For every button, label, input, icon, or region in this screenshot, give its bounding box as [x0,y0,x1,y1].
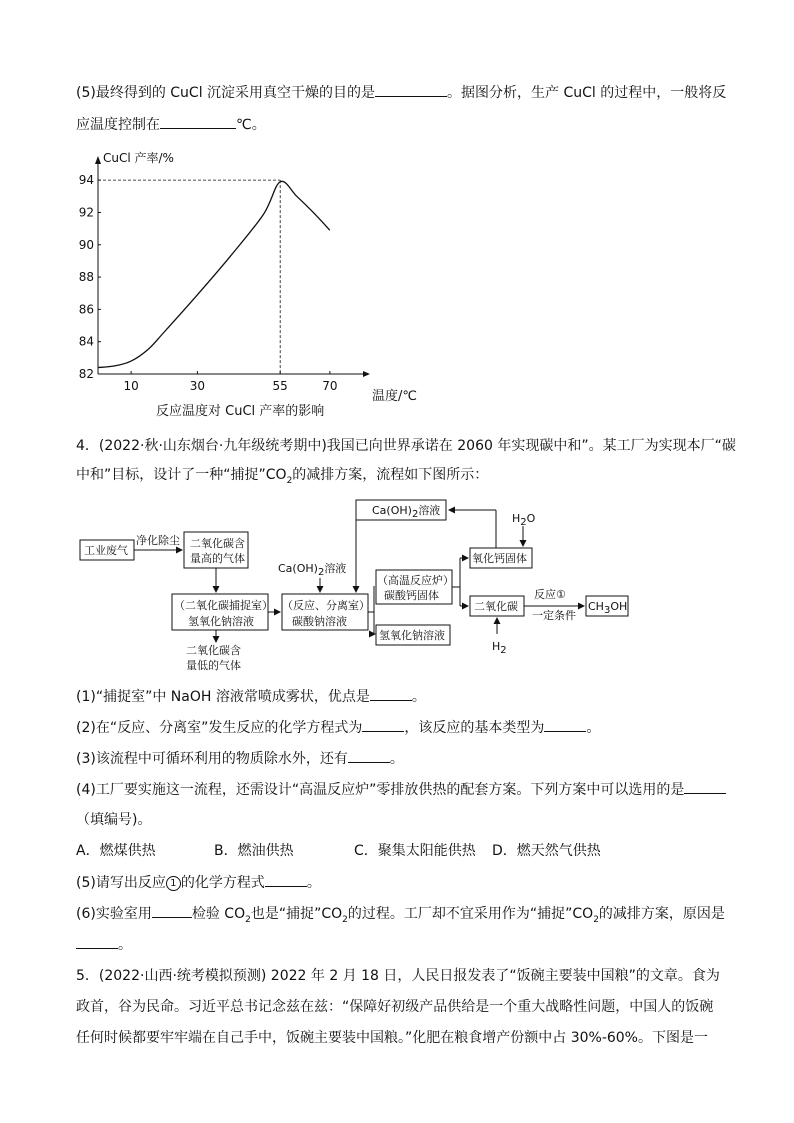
q5-line-3: 任何时候都要牢牢端在自己手中，饭碗主要装中国粮。”化肥在粮食增产份额中占 30%-60%。下图是一 [76,1030,708,1046]
q4-intro-2: 中和”目标，设计了一种“捕捉$”CO_2$的减排方案，流程如下图所示： [76,467,489,486]
svg-text:氢氧化钠溶液: 氢氧化钠溶液 [188,615,254,628]
y-tick-label: 92 [78,205,94,220]
series-line [98,181,330,367]
x-tick-label: 70 [322,379,338,393]
q3-line-2: 应温度控制在 ℃。 [76,114,266,135]
chart-x-label: 温度/℃ [372,389,417,404]
x-tick-label: 30 [189,379,206,393]
svg-text:（反应、分离室）: （反应、分离室） [282,599,370,612]
q4-part-1: (1)“捕捉室”中 NaOH 溶液常喷成雾状，优点是 。 [76,686,426,707]
svg-text:CH3OH: CH3OH [588,600,628,616]
svg-text:量低的气体: 量低的气体 [186,659,241,672]
yield-chart [78,146,438,421]
y-tick-label: 82 [78,367,94,381]
q4-part-2: (2)在“反应、分离室”发生反应的化学方程式为 ，该反应的基本类型为 。 [76,717,600,738]
y-axis-arrow [95,156,101,164]
answer-blank[interactable] [684,779,726,794]
x-axis-arrow [363,371,370,377]
answer-blank[interactable] [76,934,118,949]
q4-intro-1: 4．(2022·秋·山东烟台·九年级统考期中)我国已向世界承诺在 2060 年实现碳中和”。某工厂为实现本厂“碳 [76,438,736,454]
label-waste-gas: 工业废气 [84,544,128,557]
x-tick-label: 55 [272,379,288,393]
answer-blank[interactable] [265,872,307,887]
svg-text:氧化钙固体: 氧化钙固体 [472,552,527,565]
svg-text:（二氧化碳捕捉室）: （二氧化碳捕捉室） [174,599,273,612]
svg-text:量高的气体: 量高的气体 [190,552,245,565]
q4-options [76,841,601,861]
svg-text:二氧化碳含: 二氧化碳含 [190,537,245,550]
q4-part-4: (4)工厂要实施这一流程，还需设计“高温反应炉”零排放供热的配套方案。下列方案中可以选用的是 [76,779,726,800]
y-tick-label: 94 [78,173,94,188]
answer-blank[interactable] [370,686,412,701]
process-flow-diagram [78,494,638,674]
answer-blank[interactable] [160,114,236,129]
y-tick-label: 84 [78,334,94,349]
svg-text:二氧化碳含: 二氧化碳含 [186,644,241,657]
answer-blank[interactable] [348,748,390,763]
answer-blank[interactable] [375,82,447,97]
svg-text:二氧化碳: 二氧化碳 [474,600,518,613]
label-condition: 一定条件 [532,609,576,622]
option-b[interactable]: B．燃油供热 [214,843,294,859]
option-d[interactable]: D．燃天然气供热 [492,843,601,859]
q3-line-1: (5)最终得到的 CuCl 沉淀采用真空干燥的目的是 。据图分析，生产 CuCl 的过程中，一般将反 [76,82,726,103]
q4-part-4-note: （填编号)。 [76,812,152,828]
label-h2o: H2O [512,512,536,528]
answer-blank[interactable] [152,903,192,918]
svg-text:Ca(OH)2溶液: Ca(OH)2溶液 [372,504,441,520]
option-a[interactable]: A．燃煤供热 [76,843,156,859]
q4-part-3: (3)该流程中可循环利用的物质除水外，还有 。 [76,748,404,769]
q5-line-1: 5．(2022·山西·统考模拟预测) 2022 年 2 月 18 日，人民日报发表了“饭碗主要装中国粮”的文章。食为 [76,968,720,984]
q5-line-2: 政首，谷为民命。习近平总书记念兹在兹：“保障好初级产品供给是一个重大战略性问题，中国人的饭碗 [76,999,714,1015]
circled-number: 1 [166,876,181,891]
y-tick-label: 86 [78,302,94,317]
label-purify: 净化除尘 [136,534,180,547]
svg-text:（高温反应炉）: （高温反应炉） [377,574,454,587]
svg-text:氢氧化钠溶液: 氢氧化钠溶液 [379,629,445,642]
svg-text:碳酸钠溶液: 碳酸钠溶液 [292,615,347,628]
svg-text:碳酸钙固体: 碳酸钙固体 [384,589,439,602]
label-reaction-1: 反应① [534,588,566,601]
label-caoh2-input: Ca(OH)2溶液 [278,562,347,578]
answer-blank[interactable] [544,717,586,732]
chart-caption: 反应温度对 CuCl 产率的影响 [156,404,325,419]
q4-part-6: (6)实验室用 检验 $CO_2$也是“捕捉$”CO_2$的过程。工厂却不宜采用作为“捕捉$”CO_2$的减排方案，原因是 [76,903,725,930]
q4-part-5: (5)请写出反应 1 的化学方程式 。 [76,872,321,893]
chart-y-label: CuCl 产率/% [103,151,174,165]
y-tick-label: 90 [78,237,94,252]
y-tick-label: 88 [78,270,94,285]
label-h2: H2 [492,640,507,656]
option-c[interactable]: C．聚集太阳能供热 [354,843,476,859]
x-tick-label: 10 [123,379,139,393]
answer-blank[interactable] [362,717,404,732]
q4-part-6-end: 。 [76,934,132,955]
